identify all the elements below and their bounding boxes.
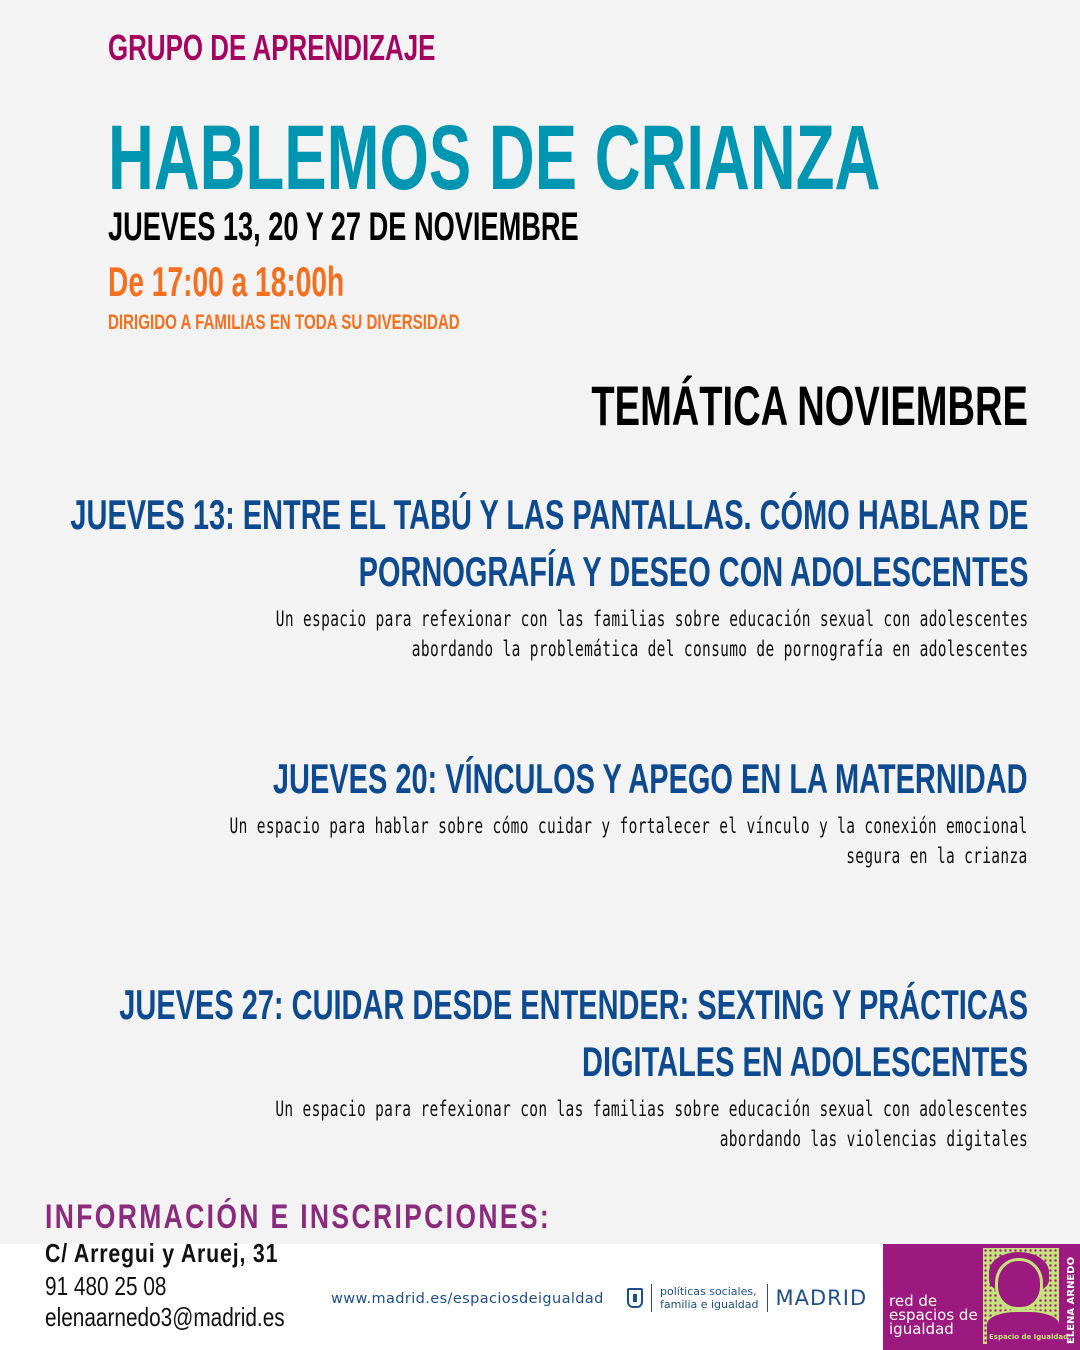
session-description	[0, 1094, 1028, 1154]
session-desc-line: Un espacio para refexionar con las familias sobre educación sexual con adolescentes	[275, 1097, 1028, 1121]
session-title	[0, 976, 1028, 1090]
logo-divider	[651, 1284, 652, 1312]
website-link[interactable]: www.madrid.es/espaciosdeigualdad	[331, 1291, 604, 1307]
session-desc-line: abordando las violencias digitales	[719, 1127, 1028, 1151]
info-heading: INFORMACIÓN E INSCRIPCIONES:	[45, 1198, 552, 1236]
session-title-line: DIGITALES EN ADOLESCENTES	[581, 1038, 1028, 1085]
espacio-subtitle: Espacio de Igualdad	[989, 1333, 1069, 1341]
session-title-line: JUEVES 13: ENTRE EL TABÚ Y LAS PANTALLAS. CÓMO HABLAR DE	[69, 491, 1028, 538]
logo-divider	[767, 1284, 768, 1312]
elena-arnedo-label: ELENA ARNEDO	[1066, 1256, 1077, 1344]
contact-phone[interactable]: 91 480 25 08	[45, 1271, 167, 1301]
event-dates: JUEVES 13, 20 Y 27 DE NOVIEMBRE	[108, 205, 579, 249]
contact-email[interactable]: elenaarnedo3@madrid.es	[45, 1302, 285, 1332]
session-desc-line: abordando la problemática del consumo de pornografía en adolescentes	[411, 637, 1028, 661]
session-description	[0, 811, 1028, 871]
wordmark-line: red de	[889, 1292, 938, 1310]
contact-address: C/ Arregui y Aruej, 31	[45, 1238, 279, 1268]
department-line: familia e igualdad	[660, 1298, 759, 1311]
session-title	[0, 486, 1028, 600]
session-item	[0, 486, 1028, 664]
red-espacios-wordmark	[889, 1294, 978, 1336]
session-title-line: JUEVES 20: VÍNCULOS Y APEGO EN LA MATERNIDAD	[273, 755, 1028, 802]
session-title	[0, 750, 1028, 807]
session-description	[0, 604, 1028, 664]
session-item	[0, 976, 1028, 1154]
espacio-igualdad-logo	[883, 1244, 1080, 1350]
session-desc-line: Un espacio para hablar sobre cómo cuidar y fortalecer el vínculo y la conexión emocional	[229, 814, 1028, 838]
portrait-face-icon	[995, 1258, 1043, 1310]
madrid-crest-icon	[627, 1288, 643, 1308]
session-item	[0, 750, 1028, 871]
department-line: políticas sociales,	[660, 1285, 757, 1298]
session-title-line: PORNOGRAFÍA Y DESEO CON ADOLESCENTES	[358, 548, 1028, 595]
page-title: HABLEMOS DE CRIANZA	[108, 107, 881, 209]
section-heading	[386, 374, 1028, 437]
event-time: De 17:00 a 18:00h	[108, 258, 345, 305]
session-title-line: JUEVES 27: CUIDAR DESDE ENTENDER: SEXTING Y PRÁCTICAS	[119, 981, 1028, 1028]
wordmark-line: igualdad	[889, 1320, 954, 1338]
wordmark-line: espacios de	[889, 1306, 978, 1324]
session-desc-line: segura en la crianza	[846, 844, 1028, 868]
madrid-wordmark: MADRID	[775, 1286, 868, 1310]
section-heading-text: TEMÁTICA NOVIEMBRE	[591, 374, 1028, 437]
audience-label: DIRIGIDO A FAMILIAS EN TODA SU DIVERSIDAD	[108, 311, 460, 334]
madrid-logo	[627, 1283, 867, 1313]
department-label	[660, 1285, 759, 1311]
session-desc-line: Un espacio para refexionar con las familias sobre educación sexual con adolescentes	[275, 607, 1028, 631]
kicker-label: GRUPO DE APRENDIZAJE	[108, 27, 436, 68]
